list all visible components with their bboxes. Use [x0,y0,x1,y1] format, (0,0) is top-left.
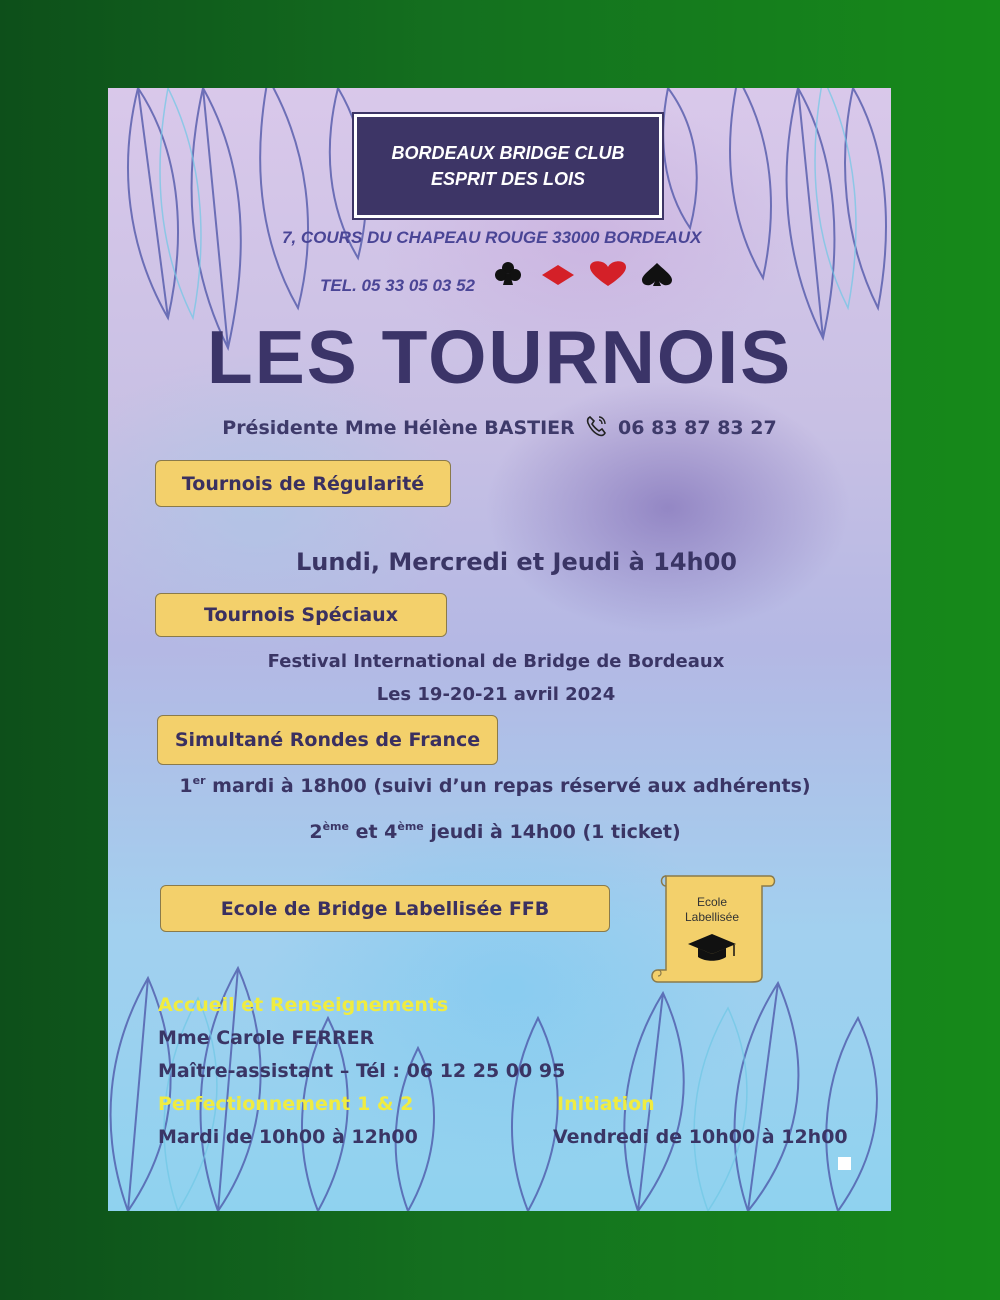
simultane-line2-text: jeudi à 14h00 (1 ticket) [423,821,681,843]
president-label: Présidente Mme Hélène BASTIER [222,417,575,439]
badge-line1: Ecole [696,895,728,909]
festival-dates: Les 19-20-21 avril 2024 [376,684,616,705]
diamond-icon [542,265,574,285]
maitre-assistant-phone: Maître-assistant – Tél : 06 12 25 00 95 [158,1060,566,1082]
club-name-line1: BORDEAUX BRIDGE CLUB [391,143,625,163]
simultane-line1-text: mardi à 18h00 (suivi d’un repas réservé aux adhérents) [205,775,811,797]
simultane-line1-num: 1 [179,775,193,797]
corner-square [838,1157,851,1170]
perfectionnement-schedule: Mardi de 10h00 à 12h00 [158,1126,418,1148]
simultane-line2-num1: 2 [309,821,323,843]
initiation-schedule: Vendredi de 10h00 à 12h00 [553,1126,848,1148]
club-icon [495,262,521,285]
initiation-heading: Initiation [557,1093,655,1115]
festival-name: Festival International de Bridge de Bordeaux [267,651,725,672]
section-regularite-label: Tournois de Régularité [155,460,451,507]
simultane-line1 [108,774,882,797]
ecole-labellisee-badge [650,872,776,986]
simultane-line2-mid: et 4 [348,821,398,843]
accueil-heading: Accueil et Renseignements [158,994,449,1016]
perfectionnement-heading: Perfectionnement 1 & 2 [158,1093,414,1115]
president-line [108,414,891,439]
section-speciaux-label: Tournois Spéciaux [155,593,447,637]
spade-icon [642,263,672,286]
club-address: 7, COURS DU CHAPEAU ROUGE 33000 BORDEAUX [282,228,702,247]
badge-line2: Labellisée [684,910,740,924]
simultane-line1-sup: er [192,774,206,787]
regularite-schedule: Lundi, Mercredi et Jeudi à 14h00 [295,548,738,576]
contact-name: Mme Carole FERRER [158,1027,375,1049]
simultane-line2 [108,820,882,843]
simultane-line2-sup1: ème [322,820,349,833]
heart-icon [590,261,626,286]
section-ecole-label: Ecole de Bridge Labellisée FFB [160,885,610,932]
club-name-line2: ESPRIT DES LOIS [430,169,586,189]
section-simultane-label: Simultané Rondes de France [157,715,498,765]
poster [108,88,891,1211]
page-title: LES TOURNOIS [206,315,793,399]
phone-icon [585,414,609,438]
club-phone: TEL. 05 33 05 03 52 [320,276,475,295]
club-name-box [354,114,662,218]
card-suits [486,260,682,288]
president-phone: 06 83 87 83 27 [618,417,777,439]
simultane-line2-sup2: ème [397,820,424,833]
